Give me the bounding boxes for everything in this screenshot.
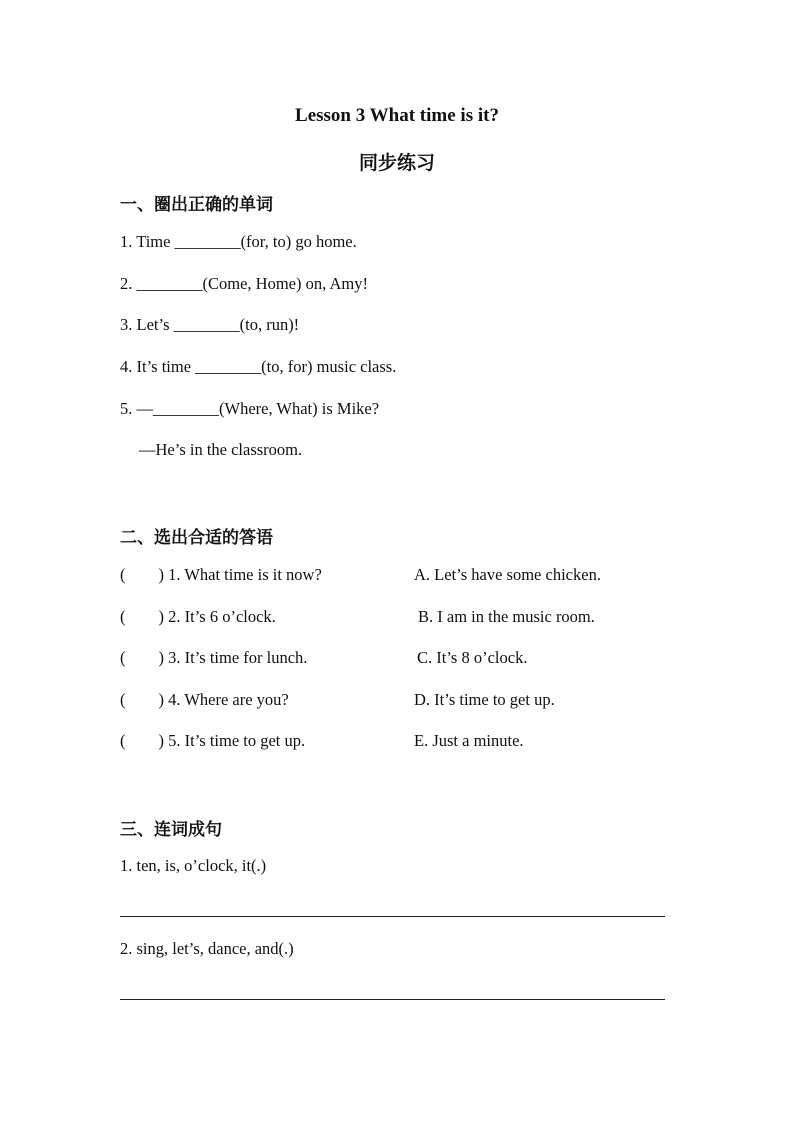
- section-3-heading: 三、连词成句: [120, 820, 222, 839]
- page-subtitle: 同步练习: [358, 153, 435, 174]
- answer-rule-2: [120, 999, 665, 1000]
- section-2-heading: 二、选出合适的答语: [120, 528, 273, 547]
- section-3-item-1: 1. ten, is, o’clock, it(.): [120, 856, 267, 875]
- section-1-item-2: 2. ________(Come, Home) on, Amy!: [120, 274, 368, 293]
- section-3-item-2: 2. sing, let’s, dance, and(.): [120, 939, 294, 958]
- section-2-option-b: B. I am in the music room.: [418, 607, 595, 626]
- section-1-item-4: 4. It’s time ________(to, for) music class.: [120, 357, 397, 376]
- answer-rule-1: [120, 916, 665, 917]
- section-2-question-2: ( ) 2. It’s 6 o’clock.: [120, 607, 276, 626]
- section-1-answer-line: —He’s in the classroom.: [139, 440, 303, 459]
- section-2-question-3: ( ) 3. It’s time for lunch.: [120, 648, 308, 667]
- section-2-question-4: ( ) 4. Where are you?: [120, 690, 289, 709]
- section-2-question-1: ( ) 1. What time is it now?: [120, 565, 322, 584]
- page-title: Lesson 3 What time is it?: [295, 105, 499, 126]
- section-2-option-d: D. It’s time to get up.: [414, 690, 555, 709]
- section-1-item-1: 1. Time ________(for, to) go home.: [120, 232, 357, 251]
- section-2-option-a: A. Let’s have some chicken.: [414, 565, 601, 584]
- section-1-item-3: 3. Let’s ________(to, run)!: [120, 315, 300, 334]
- section-1-heading: 一、圈出正确的单词: [120, 195, 273, 214]
- section-2-question-5: ( ) 5. It’s time to get up.: [120, 731, 306, 750]
- section-2-option-c: C. It’s 8 o’clock.: [417, 648, 528, 667]
- section-1-item-5: 5. —________(Where, What) is Mike?: [120, 399, 380, 418]
- section-2-option-e: E. Just a minute.: [414, 731, 524, 750]
